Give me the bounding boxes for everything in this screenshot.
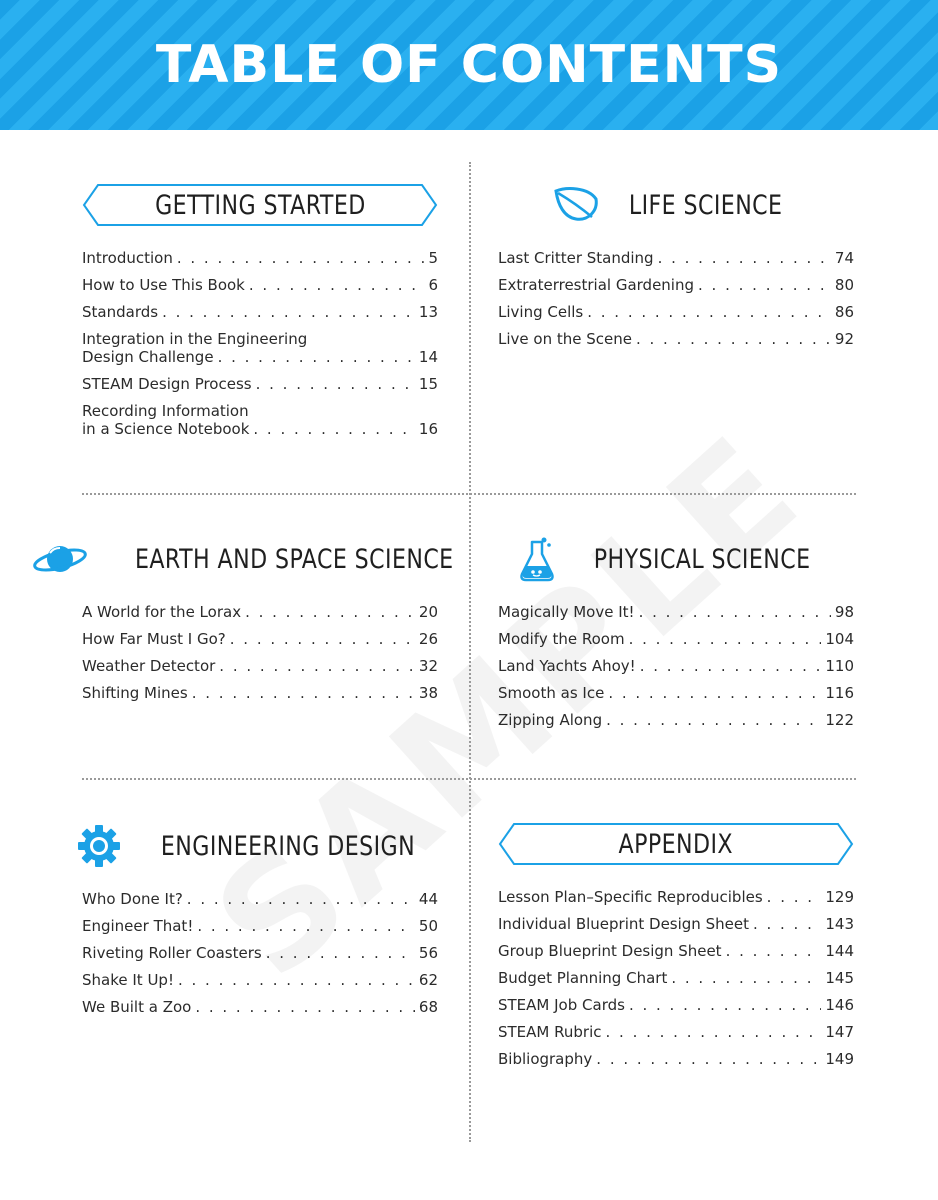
entry-row (498, 1050, 854, 1068)
leaf-icon (552, 185, 600, 225)
dot-leader (629, 996, 821, 1014)
entries-list (82, 603, 438, 702)
dot-leader (177, 249, 425, 267)
section-title: EARTH AND SPACE SCIENCE (134, 543, 454, 575)
entry-page-number: 56 (418, 944, 438, 962)
entry-page-number: 20 (418, 603, 438, 621)
entry-row (498, 657, 854, 675)
toc-entry[interactable] (82, 603, 438, 621)
entry-title: Land Yachts Ahoy! (498, 657, 636, 675)
entry-row (82, 890, 438, 908)
entry-title: We Built a Zoo (82, 998, 192, 1016)
entry-page-number: 80 (834, 276, 854, 294)
toc-entry[interactable] (498, 915, 854, 933)
entry-page-number: 144 (825, 942, 854, 960)
entries-list (498, 888, 854, 1068)
toc-entry[interactable] (498, 249, 854, 267)
entry-title-line1: Recording Information (82, 402, 249, 420)
entry-title: Living Cells (498, 303, 584, 321)
section-title: GETTING STARTED (154, 189, 366, 221)
entry-page-number: 5 (428, 249, 438, 267)
entries-list (498, 603, 854, 729)
toc-entry[interactable] (498, 711, 854, 729)
entry-title: Engineer That! (82, 917, 194, 935)
entry-title: Magically Move It! (498, 603, 635, 621)
toc-entry[interactable] (82, 917, 438, 935)
entry-row (82, 603, 438, 621)
dot-leader (636, 330, 831, 348)
dot-leader (698, 276, 831, 294)
vertical-divider (469, 162, 471, 1142)
entry-row (498, 1023, 854, 1041)
dot-leader (767, 888, 822, 906)
entry-row (498, 249, 854, 267)
toc-entry[interactable] (498, 603, 854, 621)
entry-page-number: 149 (825, 1050, 854, 1068)
entry-title: Riveting Roller Coasters (82, 944, 262, 962)
entry-page-number: 32 (418, 657, 438, 675)
entries-list (498, 249, 854, 348)
entry-row (82, 630, 438, 648)
section-header (82, 537, 454, 581)
entry-title: Weather Detector (82, 657, 216, 675)
entry-row (82, 249, 438, 267)
section-title: ENGINEERING DESIGN (160, 830, 416, 862)
entry-title: Last Critter Standing (498, 249, 654, 267)
entry-row (82, 276, 438, 294)
entry-title: Smooth as Ice (498, 684, 605, 702)
entry-title: A World for the Lorax (82, 603, 242, 621)
entry-page-number: 38 (418, 684, 438, 702)
entry-row (498, 303, 854, 321)
section-title: APPENDIX (618, 828, 734, 860)
dot-leader (195, 998, 415, 1016)
dot-leader (230, 630, 415, 648)
entry-row (82, 420, 438, 438)
dot-leader (253, 420, 415, 438)
entry-row (498, 276, 854, 294)
entry-title: Live on the Scene (498, 330, 632, 348)
dot-leader (218, 348, 415, 366)
entry-page-number: 14 (418, 348, 438, 366)
entry-page-number: 15 (418, 375, 438, 393)
entry-page-number: 146 (825, 996, 854, 1014)
dot-leader (178, 971, 415, 989)
toc-entry[interactable] (82, 657, 438, 675)
entry-page-number: 104 (825, 630, 854, 648)
dot-leader (753, 915, 821, 933)
toc-entry[interactable] (82, 684, 438, 702)
dot-leader (640, 657, 822, 675)
entry-page-number: 13 (418, 303, 438, 321)
entry-row (82, 998, 438, 1016)
dot-leader (606, 711, 821, 729)
entry-page-number: 26 (418, 630, 438, 648)
section-header (82, 824, 438, 868)
entry-title: Modify the Room (498, 630, 625, 648)
horizontal-divider-top (82, 493, 856, 495)
entry-row (82, 303, 438, 321)
entry-page-number: 116 (825, 684, 854, 702)
entry-page-number: 110 (825, 657, 854, 675)
entry-page-number: 74 (834, 249, 854, 267)
toc-entry[interactable] (498, 303, 854, 321)
entry-row (498, 888, 854, 906)
toc-entry[interactable] (498, 330, 854, 348)
entry-title: Introduction (82, 249, 173, 267)
dot-leader (629, 630, 822, 648)
dot-leader (726, 942, 822, 960)
section-physical-science (498, 537, 854, 738)
toc-entry[interactable] (498, 657, 854, 675)
entry-title: Extraterrestrial Gardening (498, 276, 695, 294)
entry-title: Bibliography (498, 1050, 593, 1068)
entries-list (82, 890, 438, 1016)
entry-row (82, 971, 438, 989)
toc-entry[interactable] (82, 330, 438, 366)
toc-entry[interactable] (498, 888, 854, 906)
toc-entry[interactable] (498, 1050, 854, 1068)
planet-icon (32, 539, 88, 579)
dot-leader (606, 1023, 822, 1041)
entry-title: Shake It Up! (82, 971, 174, 989)
entries-list (82, 249, 438, 438)
title-banner (0, 0, 938, 130)
entry-page-number: 6 (428, 276, 438, 294)
section-header (498, 183, 854, 227)
entry-title: Who Done It? (82, 890, 183, 908)
entry-page-number: 143 (825, 915, 854, 933)
entry-title: Lesson Plan–Specific Reproducibles (498, 888, 763, 906)
toc-entry[interactable] (498, 969, 854, 987)
dot-leader (249, 276, 425, 294)
section-engineering-design (82, 824, 438, 1025)
entry-title: STEAM Job Cards (498, 996, 625, 1014)
toc-entry[interactable] (82, 402, 438, 438)
horizontal-divider-bottom (82, 778, 856, 780)
dot-leader (608, 684, 821, 702)
flask-icon (518, 536, 558, 582)
entry-page-number: 145 (825, 969, 854, 987)
dot-leader (162, 303, 415, 321)
entry-title: Standards (82, 303, 159, 321)
toc-entry[interactable] (498, 630, 854, 648)
entry-title-line1: Integration in the Engineering (82, 330, 308, 348)
entry-page-number: 86 (834, 303, 854, 321)
entry-row (82, 684, 438, 702)
entry-title: Budget Planning Chart (498, 969, 668, 987)
entry-title: Zipping Along (498, 711, 603, 729)
dot-leader (245, 603, 415, 621)
entry-row (82, 917, 438, 935)
page-title: TABLE OF CONTENTS (155, 35, 783, 95)
dot-leader (197, 917, 415, 935)
toc-entry[interactable] (82, 276, 438, 294)
dot-leader (192, 684, 415, 702)
entry-page-number: 16 (418, 420, 438, 438)
entry-page-number: 98 (834, 603, 854, 621)
entry-title: Design Challenge (82, 348, 214, 366)
dot-leader (671, 969, 821, 987)
toc-entry[interactable] (498, 942, 854, 960)
entry-row (498, 330, 854, 348)
toc-entry[interactable] (82, 890, 438, 908)
entry-row (498, 630, 854, 648)
entry-page-number: 68 (418, 998, 438, 1016)
dot-leader (639, 603, 831, 621)
section-header (498, 537, 854, 581)
entry-row (82, 375, 438, 393)
dot-leader (266, 944, 415, 962)
entry-row (498, 711, 854, 729)
gear-icon (77, 824, 121, 868)
entry-page-number: 122 (825, 711, 854, 729)
entry-page-number: 62 (418, 971, 438, 989)
section-appendix (498, 822, 854, 1077)
entry-row (82, 657, 438, 675)
toc-entry[interactable] (82, 630, 438, 648)
toc-entry[interactable] (82, 944, 438, 962)
entry-title: STEAM Design Process (82, 375, 252, 393)
toc-entry[interactable] (82, 375, 438, 393)
section-header (82, 183, 438, 227)
toc-entry[interactable] (498, 684, 854, 702)
dot-leader (256, 375, 415, 393)
entry-title: Shifting Mines (82, 684, 188, 702)
section-header (498, 822, 854, 866)
entry-title: How to Use This Book (82, 276, 245, 294)
entry-row (498, 996, 854, 1014)
section-getting-started (82, 183, 438, 447)
dot-leader (596, 1050, 821, 1068)
entry-title: in a Science Notebook (82, 420, 250, 438)
entry-row (82, 348, 438, 366)
entry-row (498, 942, 854, 960)
entry-row (498, 915, 854, 933)
entry-title: STEAM Rubric (498, 1023, 602, 1041)
toc-entry[interactable] (498, 276, 854, 294)
toc-entry[interactable] (82, 249, 438, 267)
dot-leader (587, 303, 831, 321)
toc-entry[interactable] (82, 971, 438, 989)
entry-row (498, 684, 854, 702)
toc-entry[interactable] (82, 998, 438, 1016)
section-life-science (498, 183, 854, 357)
entry-page-number: 50 (418, 917, 438, 935)
dot-leader (658, 249, 831, 267)
entry-title: Individual Blueprint Design Sheet (498, 915, 749, 933)
dot-leader (219, 657, 415, 675)
toc-entry[interactable] (82, 303, 438, 321)
section-title: LIFE SCIENCE (629, 189, 783, 221)
entry-page-number: 44 (418, 890, 438, 908)
entry-title: How Far Must I Go? (82, 630, 226, 648)
entry-row (82, 944, 438, 962)
section-title: PHYSICAL SCIENCE (593, 543, 811, 575)
toc-entry[interactable] (498, 996, 854, 1014)
entry-page-number: 92 (834, 330, 854, 348)
toc-entry[interactable] (498, 1023, 854, 1041)
entry-page-number: 129 (825, 888, 854, 906)
entry-title: Group Blueprint Design Sheet (498, 942, 722, 960)
section-earth-space (82, 537, 454, 711)
entry-page-number: 147 (825, 1023, 854, 1041)
entry-row (498, 603, 854, 621)
entry-row (498, 969, 854, 987)
dot-leader (187, 890, 415, 908)
